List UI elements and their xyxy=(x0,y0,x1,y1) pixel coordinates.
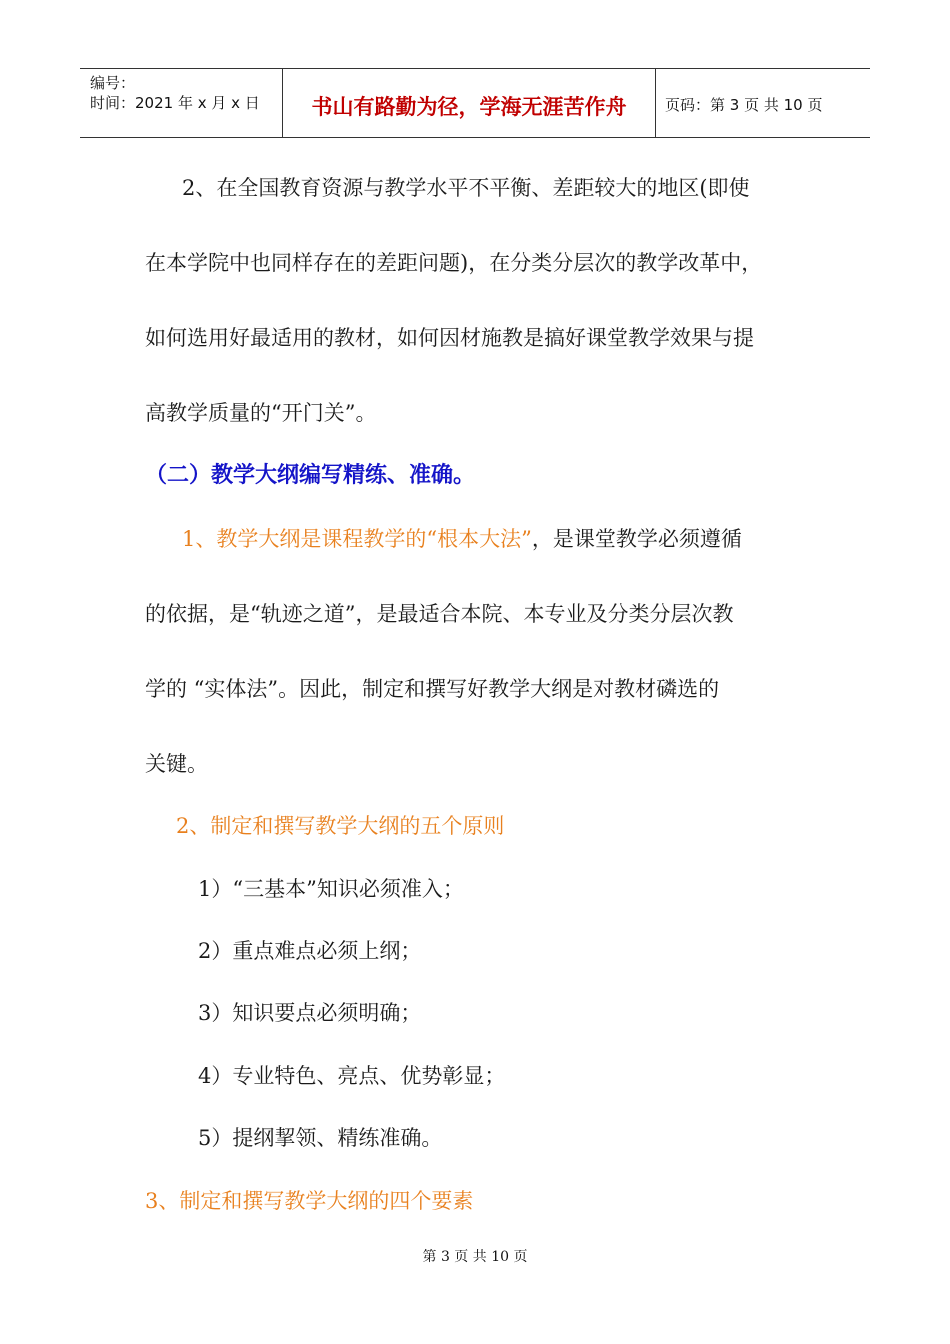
header-page-info: 页码：第 3 页 共 10 页 xyxy=(665,96,823,114)
paragraph-line: 高教学质量的“开门关”。 xyxy=(145,401,377,425)
header-right-cell xyxy=(655,69,870,137)
paragraph-line: 如何选用好最适用的教材，如何因材施教是搞好课堂教学效果与提 xyxy=(145,326,754,350)
paragraph-line: 关键。 xyxy=(145,752,208,776)
highlighted-phrase: 1、教学大纲是课程教学的“根本大法” xyxy=(182,527,532,551)
document-date: 时间：2021 年 x 月 x 日 xyxy=(90,94,260,112)
subheading: 3、制定和撰写教学大纲的四个要素 xyxy=(145,1189,474,1213)
page-footer: 第 3 页 共 10 页 xyxy=(422,1249,528,1265)
header-motto-cell xyxy=(282,69,656,137)
paragraph-line: 的依据，是“轨迹之道”，是最适合本院、本专业及分类分层次教 xyxy=(145,602,734,626)
paragraph-line: 在本学院中也同样存在的差距问题)，在分类分层次的教学改革中， xyxy=(145,251,763,275)
list-item: 3）知识要点必须明确； xyxy=(198,1001,422,1025)
paragraph-line: 学的 “实体法”。因此，制定和撰写好教学大纲是对教材磷选的 xyxy=(145,677,720,701)
header-motto: 书山有路勤为径，学海无涯苦作舟 xyxy=(311,95,627,119)
list-item: 4）专业特色、亮点、优势彰显； xyxy=(198,1064,506,1088)
list-item: 2）重点难点必须上纲； xyxy=(198,939,422,963)
list-item: 1）“三基本”知识必须准入； xyxy=(198,877,464,901)
paragraph-line: 2、在全国教育资源与教学水平不平衡、差距较大的地区(即使 xyxy=(182,176,750,200)
paragraph-line xyxy=(182,523,742,553)
page-header xyxy=(80,68,870,138)
header-left-cell xyxy=(80,69,282,137)
subheading: 2、制定和撰写教学大纲的五个原则 xyxy=(176,814,505,838)
document-number-label: 编号： xyxy=(90,74,136,92)
section-heading: （二）教学大纲编写精练、准确。 xyxy=(145,463,476,488)
list-item: 5）提纲挈领、精练准确。 xyxy=(198,1126,443,1150)
paragraph-text: ，是课堂教学必须遵循 xyxy=(531,527,742,551)
